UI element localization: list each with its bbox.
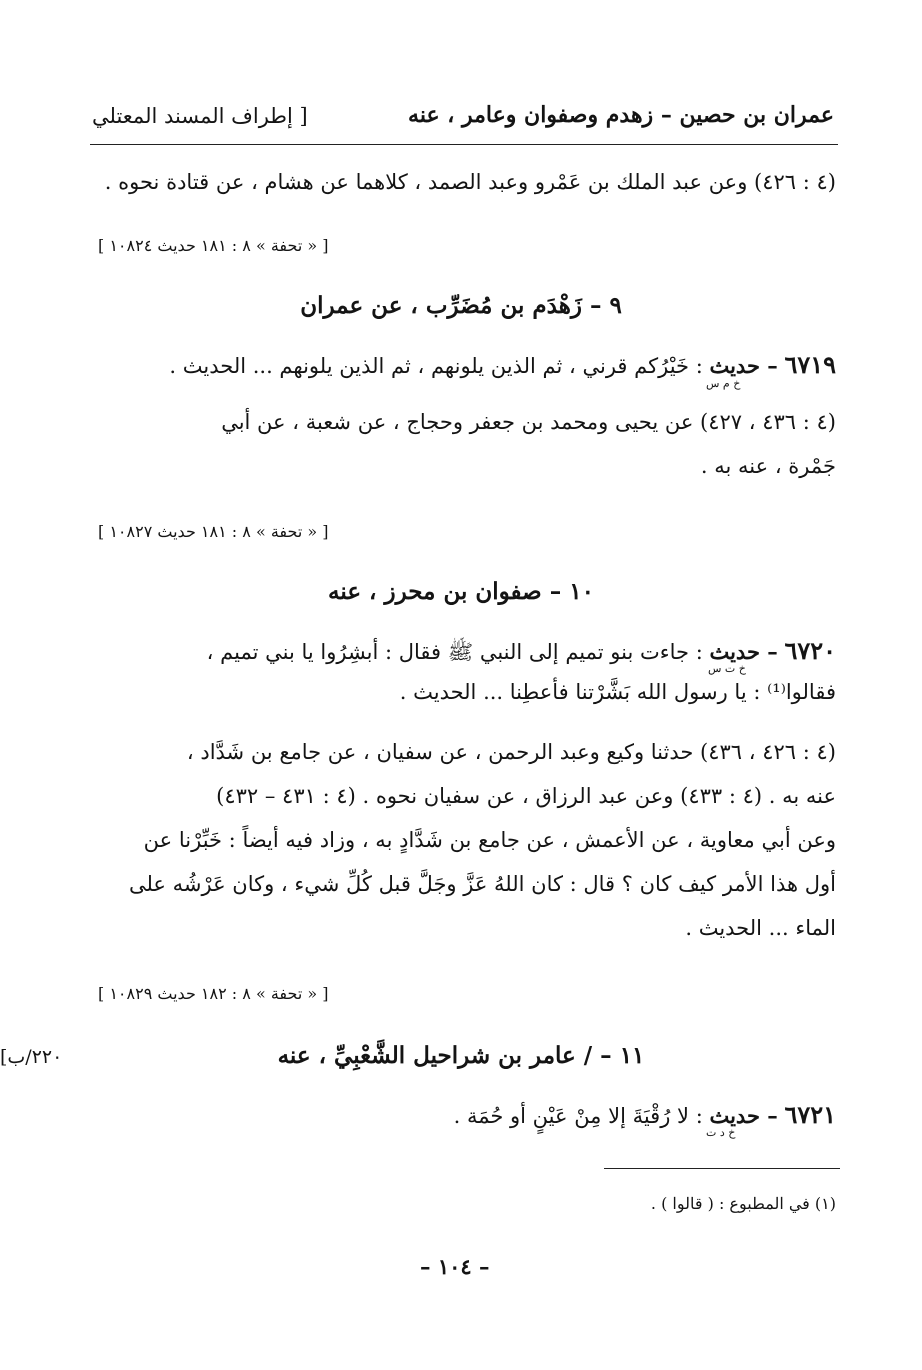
footnote-rule xyxy=(604,1168,840,1169)
hadith-label: – حديث xyxy=(709,639,778,664)
hadith-6721 xyxy=(454,1100,836,1129)
collection-symbols: خ م س xyxy=(706,377,741,390)
running-header-book: [ إطراف المسند المعتلي xyxy=(92,104,308,128)
hadith-text: : خَيْرُكم قرني ، ثم الذين يلونهم ، ثم الذين يلونهم ... الحديث . xyxy=(169,354,703,378)
footnote: (١) في المطبوع : ( قالوا ) . xyxy=(650,1194,836,1213)
hadith-number: ٦٧٢٠ xyxy=(784,636,836,665)
hadith-text: : جاءت بنو تميم إلى النبي ﷺ فقال : أبشِرُوا يا بني تميم ، xyxy=(206,640,703,664)
hadith-label: – حديث xyxy=(709,353,778,378)
text-line: عنه به . (٤ : ٤٣٣) وعن عبد الرزاق ، عن سفيان نحوه . (٤ : ٤٣١ – ٤٣٢) xyxy=(216,784,836,808)
collection-symbols: خ د ت xyxy=(706,1126,736,1139)
hadith-label: – حديث xyxy=(709,1103,778,1128)
tuhfa-reference: [ « تحفة » ٨ : ١٨٢ حديث ١٠٨٢٩ ] xyxy=(98,984,329,1003)
manuscript-folio-note: [٢٢٠/ب xyxy=(0,1046,63,1068)
tuhfa-reference: [ « تحفة » ٨ : ١٨١ حديث ١٠٨٢٧ ] xyxy=(98,522,329,541)
hadith-number: ٦٧٢١ xyxy=(784,1100,836,1129)
text-line: أول هذا الأمر كيف كان ؟ قال : كان اللهُ عَزَّ وجَلَّ قبل كُلِّ شيء ، وكان عَرْشُه على xyxy=(128,872,836,896)
hadith-6719 xyxy=(169,350,836,379)
text-line: وعن أبي معاوية ، عن الأعمش ، عن جامع بن شَدَّادٍ به ، وزاد فيه أيضاً : خَبِّرْنا عن xyxy=(143,828,836,852)
running-header-title: عمران بن حصين – زهدم وصفوان وعامر ، عنه xyxy=(408,102,834,128)
text-line: جَمْرة ، عنه به . xyxy=(700,454,836,478)
text-line: الماء ... الحديث . xyxy=(685,916,836,940)
section-heading-9: ٩ – زَهْدَم بن مُضَرِّب ، عن عمران xyxy=(300,292,622,319)
section-heading-11: ١١ – / عامر بن شراحيل الشَّعْبِيِّ ، عنه xyxy=(277,1042,645,1069)
text-line: (٤ : ٤٣٦ ، ٤٢٧) عن يحيى ومحمد بن جعفر وحجاج ، عن شعبة ، عن أبي xyxy=(221,410,836,434)
header-rule xyxy=(90,144,838,145)
text-line: فقالوا⁽¹⁾ : يا رسول الله بَشَّرْتنا فأعطِنا ... الحديث . xyxy=(399,680,836,704)
text-line: (٤ : ٤٢٦) وعن عبد الملك بن عَمْرو وعبد الصمد ، كلاهما عن هشام ، عن قتادة نحوه . xyxy=(104,170,836,194)
hadith-number: ٦٧١٩ xyxy=(784,350,836,379)
tuhfa-reference: [ « تحفة » ٨ : ١٨١ حديث ١٠٨٢٤ ] xyxy=(98,236,329,255)
hadith-text: : لا رُقْيَةَ إلا مِنْ عَيْنٍ أو حُمَة . xyxy=(453,1104,703,1128)
page-number: – ١٠٤ – xyxy=(420,1254,490,1279)
section-heading-10: ١٠ – صفوان بن محرز ، عنه xyxy=(328,578,594,605)
collection-symbols: خ ت س xyxy=(708,662,746,675)
text-line: (٤ : ٤٢٦ ، ٤٣٦) حدثنا وكيع وعبد الرحمن ، عن سفيان ، عن جامع بن شَدَّاد ، xyxy=(186,740,836,764)
